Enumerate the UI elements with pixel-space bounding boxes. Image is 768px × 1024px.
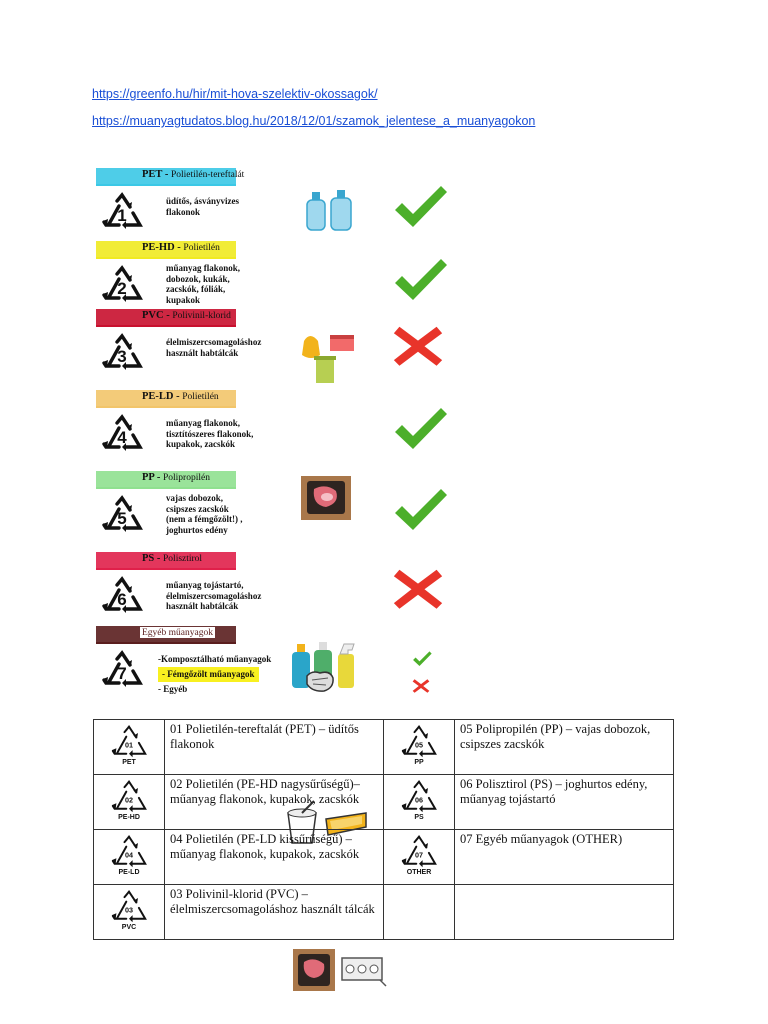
plastic-type-band <box>96 471 236 491</box>
checkmark-icon <box>392 182 448 232</box>
plastic-type-label: PE-LD - Polietilén <box>142 391 219 402</box>
resin-icon-cell <box>94 720 165 775</box>
resin-number: 03 <box>125 905 133 915</box>
resin-code-label: PP <box>414 759 424 766</box>
resin-number: 01 <box>125 740 133 750</box>
resin-number: 5 <box>117 509 127 528</box>
description-line: tisztítószeres flakonok, <box>166 428 254 439</box>
resin-description-cell <box>455 885 674 940</box>
description-line: zacskók, fóliák, <box>166 284 226 294</box>
description-line: használt habtálcák <box>166 601 239 611</box>
resin-description-cell: 07 Egyéb műanyagok (OTHER) <box>455 830 674 885</box>
table-row <box>94 720 674 775</box>
plastic-type-label: PE-HD - Polietilén <box>142 242 220 253</box>
recycling-triangle-icon <box>109 724 149 760</box>
resin-description-cell: 05 Polipropilén (PP) – vajas dobozok, csipszes zacskók <box>455 720 674 775</box>
plastic-code: PET <box>142 169 163 180</box>
resin-icon-cell <box>384 885 455 940</box>
recycling-triangle-icon <box>399 834 439 870</box>
link-muanyagtudatos[interactable]: https://muanyagtudatos.blog.hu/2018/12/01/szamok_jelentese_a_muanyagokon <box>92 114 536 128</box>
resin-number: 3 <box>117 347 127 366</box>
infographic-row-7 <box>94 626 454 702</box>
description-line: - Fémgőzölt műanyagok <box>158 667 259 682</box>
description-line: kupakok, zacskók <box>166 439 236 449</box>
resin-description-cell: 06 Polisztirol (PS) – joghurtos edény, műanyag tojástartó <box>455 775 674 830</box>
resin-code-label: OTHER <box>406 869 432 876</box>
resin-icon-cell <box>384 775 455 830</box>
description-line: flakonok <box>166 206 201 217</box>
plastic-code: PP <box>142 472 155 483</box>
recycling-triangle-icon <box>399 779 439 815</box>
recycling-triangle-icon <box>109 834 149 870</box>
resin-number: 4 <box>117 428 127 447</box>
resin-code-label: PET <box>122 759 136 766</box>
infographic-row-1 <box>94 168 454 244</box>
plastic-type-band <box>96 552 236 572</box>
plastic-name: Egyéb műanyagok <box>142 628 213 638</box>
description-line: - Egyéb <box>158 684 188 694</box>
plastic-type-label: PP - Polipropilén <box>142 472 210 483</box>
cross-icon <box>412 678 430 694</box>
resin-icon-cell <box>384 830 455 885</box>
recycling-triangle-icon <box>100 192 144 232</box>
description-line: (nem a fémgőzölt!) , <box>166 514 243 524</box>
recycling-infographic <box>94 164 454 712</box>
plastic-code: PE-LD <box>142 391 174 402</box>
recycling-description <box>166 493 278 535</box>
recycling-triangle-icon <box>100 333 144 373</box>
resin-icon-cell <box>94 775 165 830</box>
resin-icon-cell <box>94 830 165 885</box>
resin-description-cell: 03 Polivinil-klorid (PVC) – élelmiszercsomagoláshoz használt tálcák <box>165 885 384 940</box>
recycling-triangle-icon <box>100 495 144 535</box>
chip-bag-icon <box>304 668 336 699</box>
plastic-type-label <box>140 627 215 638</box>
resin-number: 02 <box>125 795 133 805</box>
plastic-type-band <box>96 390 236 410</box>
resin-code-label: PVC <box>121 924 137 931</box>
resin-number: 1 <box>117 206 127 225</box>
infographic-row-3 <box>94 309 454 385</box>
resin-number: 05 <box>415 740 423 750</box>
resin-number: 6 <box>117 590 127 609</box>
infographic-row-2 <box>94 241 454 317</box>
resin-description-cell: 02 Polietilén (PE-HD nagysűrűségű)– műanyag flakonok, kupakok, zacskók <box>165 775 384 830</box>
recycling-triangle-icon <box>399 724 439 760</box>
resin-number: 7 <box>117 664 127 683</box>
plastic-name: Polisztirol <box>163 554 203 564</box>
plastic-code: PS <box>142 553 155 564</box>
resin-number: 04 <box>125 850 133 860</box>
plastic-code: PVC <box>142 310 164 321</box>
recycling-description <box>166 337 278 358</box>
description-line: műanyag tojástartó, <box>166 580 244 590</box>
infographic-row-6 <box>94 552 454 628</box>
description-line: kupakok <box>166 294 201 305</box>
link-greenfo[interactable]: https://greenfo.hu/hir/mit-hova-szelektiv-okossagok/ <box>92 87 378 101</box>
resin-description-cell: 04 Polietilén (PE-LD kissűrűségű) – műanyag flakonok, kupakok, zacskók <box>165 830 384 885</box>
plastic-type-band <box>96 168 245 188</box>
description-line: dobozok, kukák, <box>166 273 230 284</box>
plastic-type-band <box>96 241 236 261</box>
resin-number: 06 <box>415 795 423 805</box>
recycling-description <box>166 580 278 612</box>
description-line: vajas dobozok, <box>166 493 224 503</box>
cross-icon <box>392 566 444 612</box>
recycling-description <box>166 263 278 305</box>
table-row <box>94 830 674 885</box>
plastic-name: Polietilén <box>183 243 220 253</box>
description-line: élelmiszercsomagoláshoz <box>166 337 262 347</box>
description-line: műanyag flakonok, <box>166 418 241 428</box>
resin-number: 07 <box>415 850 423 860</box>
table-row <box>94 885 674 940</box>
plastic-name: Polipropilén <box>163 473 210 483</box>
meat-tray-egg-carton-icon <box>292 948 390 996</box>
recycling-description <box>158 652 298 697</box>
table-row <box>94 775 674 830</box>
description-line: használt habtálcák <box>166 347 239 358</box>
plastic-type-label: PVC - Polivinil-klorid <box>142 310 231 321</box>
plastic-name: Polivinil-klorid <box>172 311 231 321</box>
recycling-triangle-icon <box>109 779 149 815</box>
resin-code-label: PE-HD <box>118 814 140 821</box>
cross-icon <box>392 323 444 369</box>
recycling-triangle-icon <box>100 650 144 690</box>
infographic-row-5 <box>94 471 454 547</box>
plastic-name: Polietilén <box>182 392 219 402</box>
resin-icon-cell <box>384 720 455 775</box>
item-illustration <box>304 188 354 237</box>
resin-code-label: PS <box>414 814 424 821</box>
resin-description-cell: 01 Polietilén-tereftalát (PET) – üdítős flakonok <box>165 720 384 775</box>
plastic-type-label: PS - Polisztirol <box>142 553 203 564</box>
checkmark-icon <box>412 650 432 668</box>
resin-icon-cell <box>94 885 165 940</box>
resin-code-label: PE-LD <box>118 869 140 876</box>
plastic-code: PE-HD <box>142 242 175 253</box>
resin-code-table <box>93 719 674 940</box>
item-illustration <box>292 948 390 1001</box>
recycling-triangle-icon <box>100 265 144 305</box>
plastic-type-label: PET - Polietilén-tereftalát <box>142 169 245 180</box>
recycling-description <box>166 418 278 450</box>
checkmark-icon <box>392 255 448 305</box>
recycling-triangle-icon <box>100 414 144 454</box>
recycling-description <box>166 196 278 217</box>
description-line: -Komposztálható műanyagok <box>158 654 272 664</box>
plastic-name: Polietilén-tereftalát <box>170 170 245 180</box>
plastic-type-band <box>96 626 236 646</box>
infographic-row-4 <box>94 390 454 466</box>
description-line: joghurtos edény <box>166 524 228 535</box>
description-line: üdítős, ásványvizes <box>166 196 240 206</box>
description-line: élelmiszercsomagoláshoz <box>166 590 262 601</box>
resin-number: 2 <box>117 279 127 298</box>
checkmark-icon <box>392 404 448 454</box>
bottles-icon <box>304 188 354 232</box>
recycling-triangle-icon <box>100 576 144 616</box>
description-line: csipszes zacskók <box>166 503 229 514</box>
plastic-type-band <box>96 309 236 329</box>
recycling-triangle-icon <box>109 889 149 925</box>
description-line: műanyag flakonok, <box>166 263 241 273</box>
checkmark-icon <box>392 485 448 535</box>
